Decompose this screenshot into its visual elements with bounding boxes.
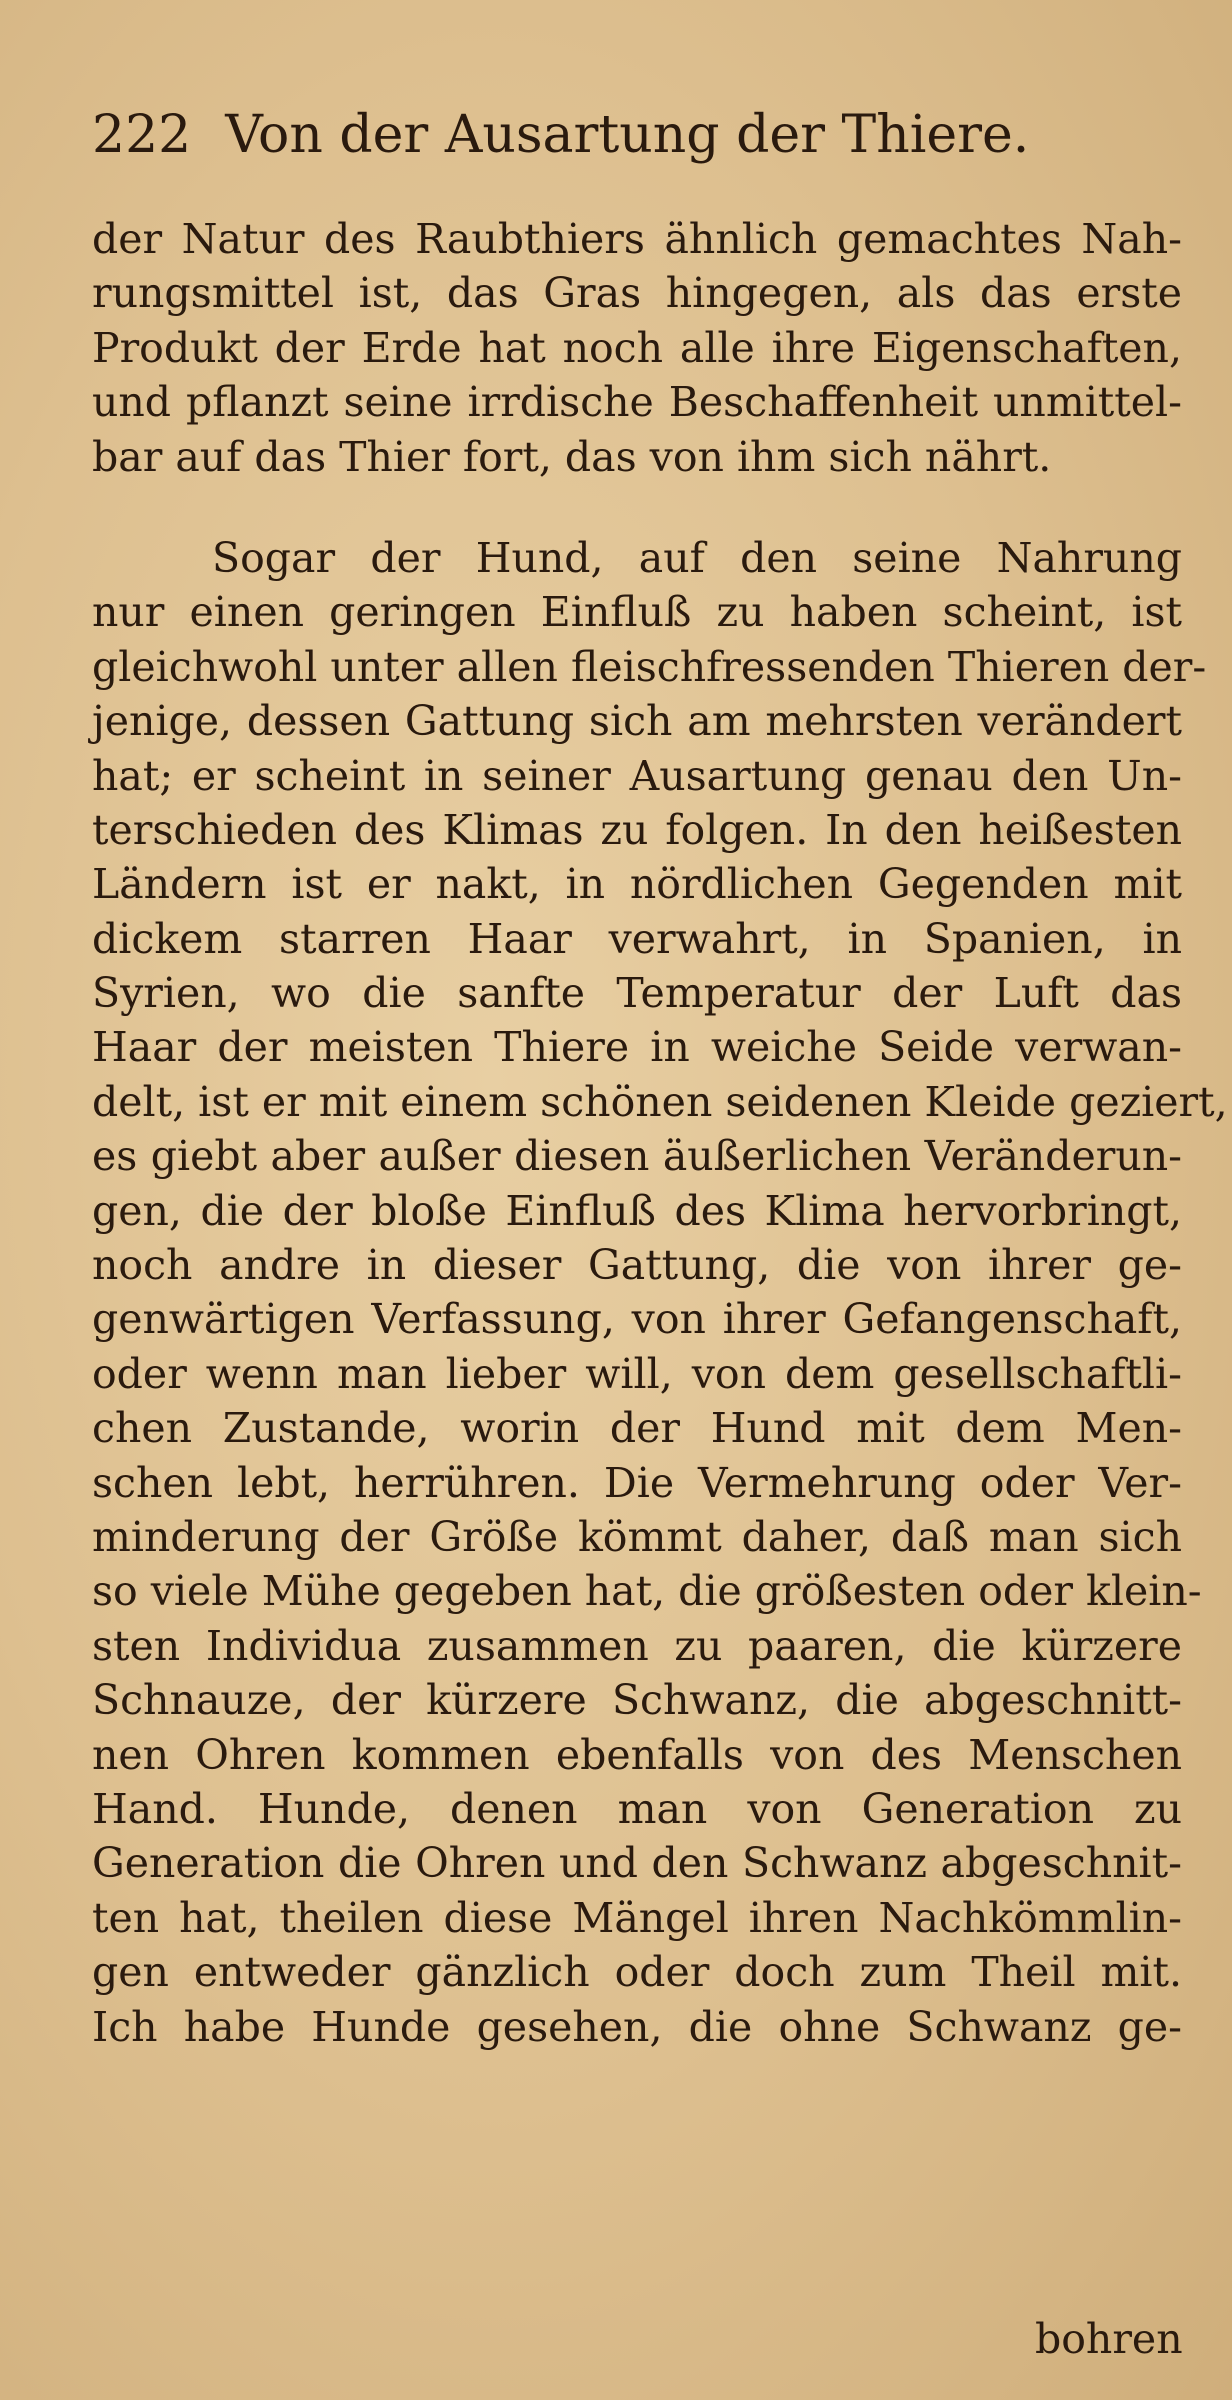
text-line: Hand. Hunde, denen man von Generation zu	[92, 1784, 1182, 1833]
text-line: chen Zustande, worin der Hund mit dem Men-	[92, 1404, 1182, 1453]
text-line: jenige, dessen Gattung sich am mehrsten verändert	[92, 697, 1182, 746]
text-line: Produkt der Erde hat noch alle ihre Eigenschaften,	[92, 323, 1182, 372]
text-line: minderung der Größe kömmt daher, daß man sich	[92, 1512, 1182, 1561]
text-line: Syrien, wo die sanfte Temperatur der Luft das	[92, 969, 1182, 1018]
text-line: sten Individua zusammen zu paaren, die kürzere	[92, 1621, 1182, 1670]
body-text	[92, 212, 1228, 2054]
page-number: 222	[92, 105, 192, 165]
text-line: ten hat, theilen diese Mängel ihren Nachkömmlin-	[92, 1893, 1182, 1942]
text-line: Sogar der Hund, auf den seine Nahrung	[212, 533, 1182, 582]
text-line: delt, ist er mit einem schönen seidenen Kleide geziert,	[92, 1077, 1228, 1126]
chapter-title: Von der Ausartung der Thiere.	[225, 105, 1030, 165]
text-line: rungsmittel ist, das Gras hingegen, als das erste	[92, 269, 1182, 318]
text-line: noch andre in dieser Gattung, die von ihrer ge-	[92, 1241, 1182, 1290]
text-line: Haar der meisten Thiere in weiche Seide verwan-	[92, 1023, 1182, 1072]
text-line: schen lebt, herrühren. Die Vermehrung oder Ver-	[92, 1458, 1182, 1507]
text-line: Ich habe Hunde gesehen, die ohne Schwanz ge-	[92, 2002, 1182, 2051]
text-line: oder wenn man lieber will, von dem gesellschaftli-	[92, 1349, 1182, 1398]
text-line: Generation die Ohren und den Schwanz abgeschnit-	[92, 1839, 1182, 1888]
paragraph-gap	[92, 484, 1182, 531]
text-line: genwärtigen Verfassung, von ihrer Gefangenschaft,	[92, 1295, 1182, 1344]
text-line: und pflanzt seine irrdische Beschaffenheit unmittel-	[92, 378, 1182, 427]
catchword: bohren	[1035, 2315, 1183, 2363]
text-line: gleichwohl unter allen fleischfressenden Thieren der-	[92, 642, 1207, 691]
text-line: gen entweder gänzlich oder doch zum Theil mit.	[92, 1948, 1182, 1997]
text-line: nur einen geringen Einfluß zu haben scheint, ist	[92, 588, 1182, 637]
text-line: Ländern ist er nakt, in nördlichen Gegenden mit	[92, 860, 1182, 909]
text-line: dickem starren Haar verwahrt, in Spanien, in	[92, 914, 1182, 963]
text-line: Schnauze, der kürzere Schwanz, die abgeschnitt-	[92, 1676, 1182, 1725]
text-line: hat; er scheint in seiner Ausartung genau den Un-	[92, 751, 1182, 800]
text-line: bar auf das Thier fort, das von ihm sich nährt.	[92, 432, 1052, 481]
text-line: es giebt aber außer diesen äußerlichen Veränderun-	[92, 1132, 1182, 1181]
text-line: so viele Mühe gegeben hat, die größesten oder klein-	[92, 1567, 1202, 1616]
text-line: gen, die der bloße Einfluß des Klima hervorbringt,	[92, 1186, 1182, 1235]
running-head	[92, 95, 1152, 175]
text-line: terschieden des Klimas zu folgen. In den heißesten	[92, 805, 1182, 854]
text-line: der Natur des Raubthiers ähnlich gemachtes Nah-	[92, 215, 1182, 263]
text-line: nen Ohren kommen ebenfalls von des Menschen	[92, 1730, 1182, 1779]
